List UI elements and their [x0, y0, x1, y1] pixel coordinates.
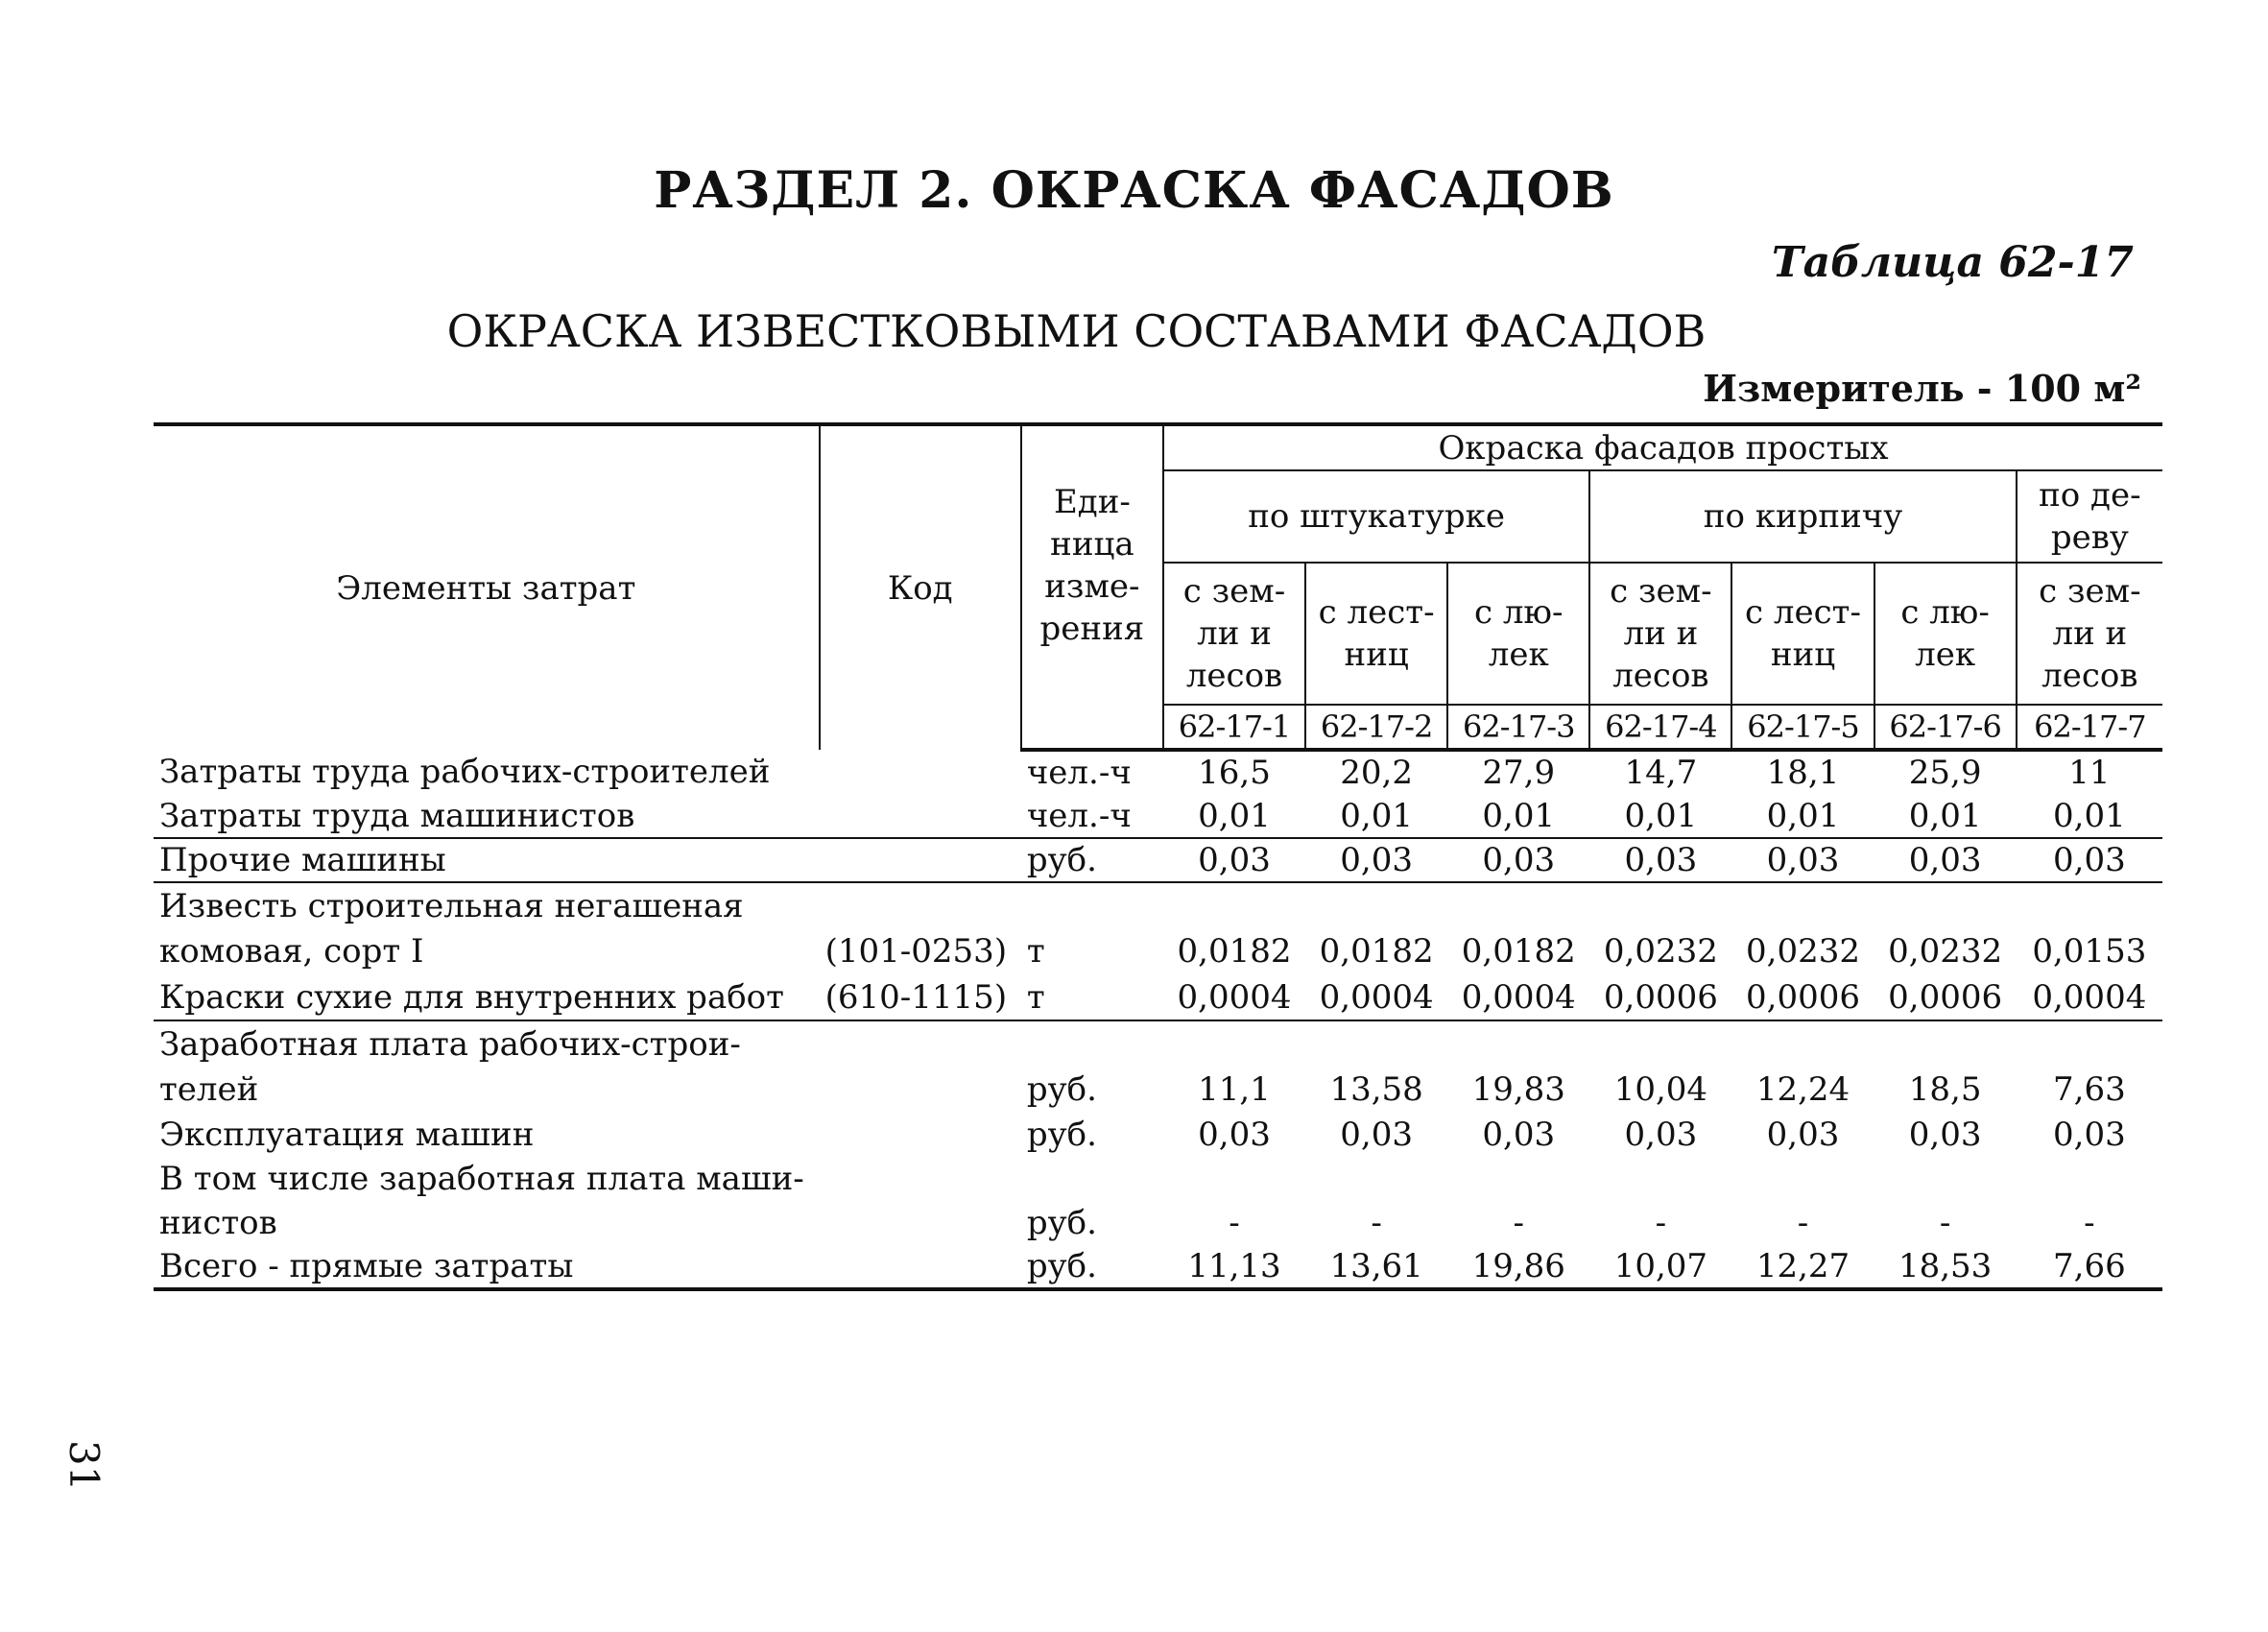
row-value: 0,03 — [1624, 1116, 1698, 1154]
row-name: Прочие машины — [154, 838, 820, 882]
row-name: Известь строительная негашеная — [159, 886, 744, 925]
row-value: 7,63 — [2053, 1070, 2126, 1109]
row-value: 0,01 — [2017, 794, 2162, 838]
row-unit: руб. — [1026, 1204, 1097, 1242]
table-row — [154, 1245, 2162, 1289]
row-value: 27,9 — [1482, 754, 1556, 792]
row-value: 14,7 — [1624, 754, 1698, 792]
table-row — [154, 882, 2162, 928]
row-value — [1163, 1020, 1305, 1067]
row-value — [1874, 1020, 2017, 1067]
row-value: 0,03 — [1198, 1116, 1271, 1154]
row-value — [2017, 1157, 2162, 1201]
header-method-2: с лест- ниц — [1305, 563, 1447, 705]
header-norm-code-7: 62-17-7 — [2017, 705, 2162, 750]
row-value: 18,53 — [1874, 1245, 2017, 1289]
row-value: 0,0006 — [1731, 974, 1874, 1020]
row-code: (101-0253) — [824, 932, 1008, 971]
meter-label: Измеритель - 100 м² — [1703, 367, 2141, 410]
row-value: 0,03 — [1340, 1116, 1413, 1154]
row-value — [1731, 882, 1874, 928]
row-name: комовая, сорт I — [159, 932, 424, 971]
row-value: 10,04 — [1613, 1070, 1708, 1109]
row-code — [820, 750, 1021, 794]
row-unit: чел.-ч — [1021, 794, 1163, 838]
row-value: 0,03 — [2053, 1116, 2126, 1154]
table-row — [154, 1020, 2162, 1067]
row-unit: чел.-ч — [1026, 754, 1132, 792]
row-value: 0,03 — [1305, 838, 1447, 882]
row-unit — [1021, 882, 1163, 928]
table-row — [154, 1067, 2162, 1113]
row-name: телей — [159, 1070, 259, 1109]
table-row — [154, 750, 2162, 794]
row-value — [1305, 1020, 1447, 1067]
header-method-7: с зем- ли и лесов — [2017, 563, 2162, 705]
row-name: Краски сухие для внутренних работ — [154, 974, 820, 1020]
row-value — [1731, 1020, 1874, 1067]
header-method-5: с лест- ниц — [1731, 563, 1874, 705]
row-unit: т — [1021, 974, 1163, 1020]
row-code — [820, 794, 1021, 838]
row-value: 0,0004 — [1447, 974, 1589, 1020]
row-unit: руб. — [1026, 1116, 1097, 1154]
row-value — [1447, 1157, 1589, 1201]
row-value: 0,0006 — [1874, 974, 2017, 1020]
row-value: 0,0232 — [1888, 932, 2003, 971]
table-row — [154, 1157, 2162, 1201]
row-value: - — [2084, 1204, 2095, 1242]
header-subgroup-brick: по кирпичу — [1589, 470, 2016, 563]
row-value: 0,0004 — [1163, 974, 1305, 1020]
header-unit: Еди- ница изме- рения — [1021, 424, 1163, 705]
row-value — [1589, 882, 1731, 928]
row-name: Затраты труда рабочих-строителей — [159, 753, 771, 791]
row-value — [2017, 882, 2162, 928]
row-value: 19,83 — [1471, 1070, 1565, 1109]
row-value: 0,0153 — [2032, 932, 2147, 971]
row-value — [1163, 882, 1305, 928]
row-value: 0,01 — [1305, 794, 1447, 838]
row-name: Эксплуатация машин — [159, 1116, 535, 1154]
row-value: - — [1371, 1204, 1382, 1242]
table-row — [154, 1113, 2162, 1157]
row-value: 0,03 — [1482, 1116, 1556, 1154]
table-number: Таблица 62-17 — [1771, 238, 2134, 287]
row-code — [820, 1245, 1021, 1289]
row-code — [820, 882, 1021, 928]
row-value: 0,0006 — [1589, 974, 1731, 1020]
row-name: В том числе заработная плата маши- — [159, 1160, 804, 1198]
row-value: 0,0182 — [1461, 932, 1576, 971]
row-value: 12,27 — [1731, 1245, 1874, 1289]
row-value: 0,0004 — [2017, 974, 2162, 1020]
row-value: - — [1229, 1204, 1240, 1242]
row-value: 18,1 — [1766, 754, 1840, 792]
row-unit: руб. — [1021, 1245, 1163, 1289]
row-value — [1874, 882, 2017, 928]
row-value: 0,03 — [1766, 1116, 1840, 1154]
row-code — [820, 1157, 1021, 1201]
row-value — [2017, 1020, 2162, 1067]
row-value: 7,66 — [2017, 1245, 2162, 1289]
header-norm-code-2: 62-17-2 — [1305, 705, 1447, 750]
row-value: 13,58 — [1329, 1070, 1423, 1109]
row-value: - — [1939, 1204, 1951, 1242]
row-value: 13,61 — [1305, 1245, 1447, 1289]
row-value — [1305, 1157, 1447, 1201]
header-method-1: с зем- ли и лесов — [1163, 563, 1305, 705]
row-name: Заработная плата рабочих-строи- — [159, 1024, 741, 1064]
row-value: 0,0004 — [1305, 974, 1447, 1020]
row-value: 0,03 — [1447, 838, 1589, 882]
row-unit: руб. — [1026, 1070, 1097, 1109]
row-value: 20,2 — [1340, 754, 1413, 792]
row-value — [1447, 882, 1589, 928]
row-value: 25,9 — [1908, 754, 1982, 792]
row-value: 0,03 — [1874, 838, 2017, 882]
row-code — [820, 1201, 1021, 1245]
row-name: нистов — [159, 1204, 277, 1242]
row-name: Всего - прямые затраты — [154, 1245, 820, 1289]
row-name: Затраты труда машинистов — [154, 794, 820, 838]
row-code — [820, 838, 1021, 882]
header-elements: Элементы затрат — [154, 424, 820, 750]
row-value: 18,5 — [1908, 1070, 1982, 1109]
row-unit — [1021, 1020, 1163, 1067]
row-code — [820, 1113, 1021, 1157]
header-method-4: с зем- ли и лесов — [1589, 563, 1731, 705]
row-value: 0,03 — [1908, 1116, 1982, 1154]
row-value: 0,0232 — [1746, 932, 1860, 971]
header-code: Код — [820, 424, 1021, 750]
table-body — [154, 750, 2162, 1289]
row-value: 12,24 — [1755, 1070, 1850, 1109]
row-value: 11,13 — [1163, 1245, 1305, 1289]
row-value: 0,01 — [1731, 794, 1874, 838]
header-subgroup-plaster: по штукатурке — [1163, 470, 1589, 563]
row-unit: т — [1026, 932, 1045, 971]
table-title: ОКРАСКА ИЗВЕСТКОВЫМИ СОСТАВАМИ ФАСАДОВ — [446, 305, 1707, 357]
row-value — [1589, 1020, 1731, 1067]
row-value: 0,03 — [1731, 838, 1874, 882]
header-norm-code-1: 62-17-1 — [1163, 705, 1305, 750]
row-value: - — [1797, 1204, 1809, 1242]
header-norm-code-4: 62-17-4 — [1589, 705, 1731, 750]
table-row — [154, 974, 2162, 1020]
row-value: - — [1655, 1204, 1667, 1242]
header-method-6: с лю- лек — [1874, 563, 2017, 705]
header-norm-code-5: 62-17-5 — [1731, 705, 1874, 750]
row-value: 0,03 — [1589, 838, 1731, 882]
row-code — [820, 1067, 1021, 1113]
row-value: - — [1513, 1204, 1525, 1242]
row-value: 10,07 — [1589, 1245, 1731, 1289]
row-code: (610-1115) — [820, 974, 1021, 1020]
row-value — [1874, 1157, 2017, 1201]
row-value: 19,86 — [1447, 1245, 1589, 1289]
row-code — [820, 1020, 1021, 1067]
row-value: 0,0182 — [1177, 932, 1292, 971]
header-norm-code-3: 62-17-3 — [1447, 705, 1589, 750]
cost-table — [154, 422, 2162, 1291]
section-title: РАЗДЕЛ 2. ОКРАСКА ФАСАДОВ — [654, 161, 1614, 220]
table-header — [154, 424, 2162, 750]
row-value: 0,01 — [1163, 794, 1305, 838]
row-value — [1447, 1020, 1589, 1067]
table-row — [154, 928, 2162, 974]
table-row — [154, 1201, 2162, 1245]
header-subgroup-wood: по де- реву — [2017, 470, 2162, 563]
row-value: 16,5 — [1198, 754, 1271, 792]
row-value: 0,01 — [1589, 794, 1731, 838]
row-value: 0,0232 — [1603, 932, 1718, 971]
row-value — [1731, 1157, 1874, 1201]
table-row — [154, 794, 2162, 838]
header-group: Окраска фасадов простых — [1163, 424, 2162, 470]
row-value: 0,01 — [1447, 794, 1589, 838]
row-value: 0,03 — [1163, 838, 1305, 882]
row-value: 11,1 — [1198, 1070, 1271, 1109]
row-unit: руб. — [1021, 838, 1163, 882]
row-value: 0,01 — [1874, 794, 2017, 838]
row-value — [1589, 1157, 1731, 1201]
page-number: 31 — [60, 1440, 107, 1492]
header-unit-spacer — [1021, 705, 1163, 750]
row-value — [1163, 1157, 1305, 1201]
header-method-3: с лю- лек — [1447, 563, 1589, 705]
row-value: 11 — [2068, 754, 2111, 792]
header-norm-code-6: 62-17-6 — [1874, 705, 2017, 750]
row-unit — [1021, 1157, 1163, 1201]
table-row — [154, 838, 2162, 882]
row-value: 0,03 — [2017, 838, 2162, 882]
row-value — [1305, 882, 1447, 928]
row-value: 0,0182 — [1319, 932, 1434, 971]
